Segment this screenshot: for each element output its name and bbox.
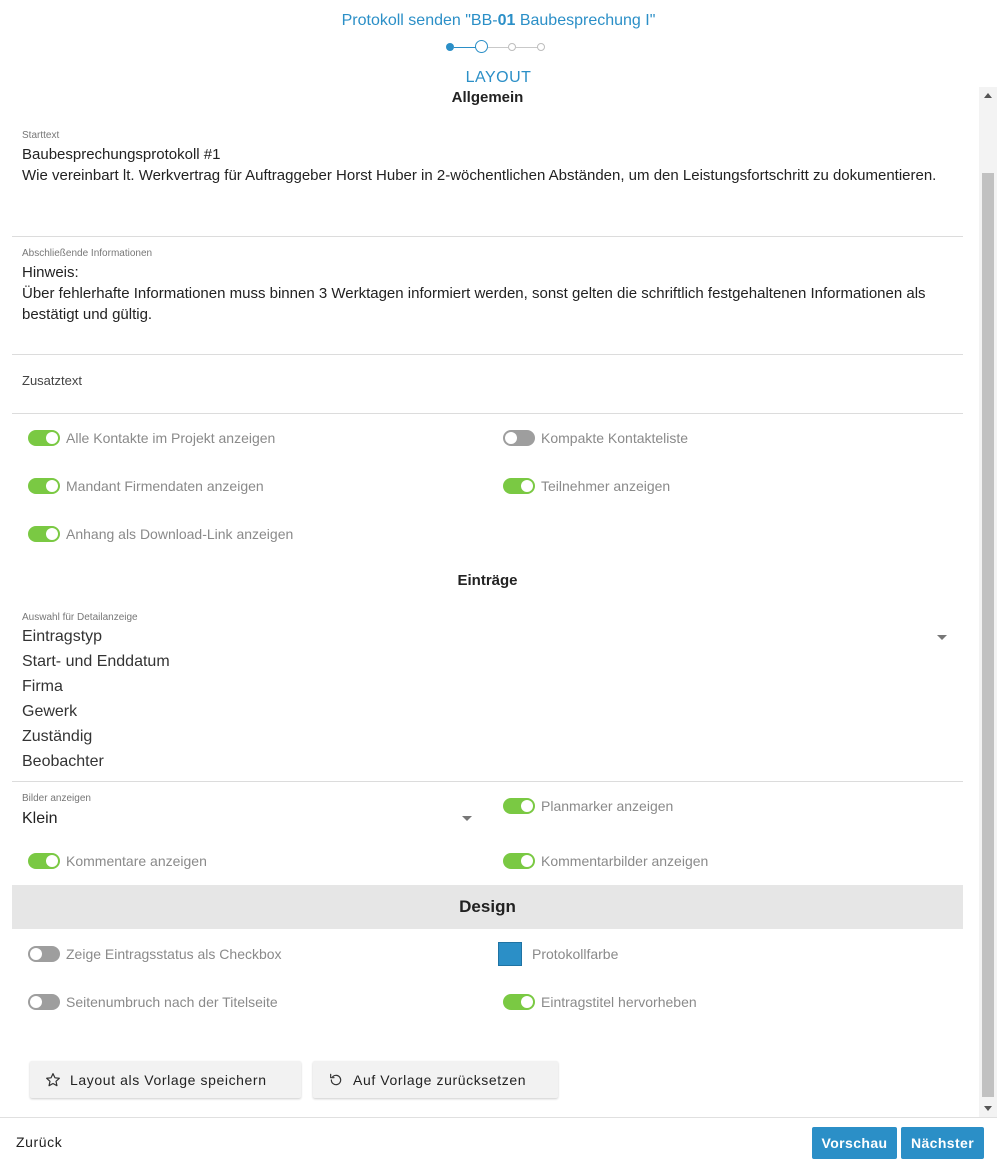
undo-icon bbox=[327, 1071, 345, 1089]
comments-toggle[interactable] bbox=[28, 853, 60, 869]
highlight-title-label: Eintragstitel hervorheben bbox=[541, 994, 697, 1010]
participants-toggle-row[interactable] bbox=[503, 476, 670, 496]
protocol-color-label: Protokollfarbe bbox=[532, 946, 619, 962]
step-2-dot-active[interactable] bbox=[475, 40, 488, 53]
compact-contacts-toggle-row[interactable] bbox=[503, 428, 688, 448]
detail-select[interactable] bbox=[22, 624, 170, 774]
all-contacts-label: Alle Kontakte im Projekt anzeigen bbox=[66, 430, 276, 446]
step-label: LAYOUT bbox=[465, 69, 532, 86]
page-break-toggle[interactable] bbox=[28, 994, 60, 1010]
star-icon bbox=[44, 1071, 62, 1089]
scroll-down-icon[interactable] bbox=[984, 1106, 992, 1111]
participants-label: Teilnehmer anzeigen bbox=[541, 478, 671, 494]
reset-template-button[interactable]: Auf Vorlage zurücksetzen bbox=[313, 1061, 558, 1098]
status-checkbox-toggle-row[interactable] bbox=[28, 944, 282, 964]
detail-item: Gewerk bbox=[22, 703, 78, 720]
layout-form[interactable] bbox=[0, 87, 979, 1117]
comment-images-toggle-row[interactable] bbox=[503, 851, 708, 871]
dialog-footer bbox=[0, 1117, 997, 1165]
divider bbox=[12, 781, 963, 782]
step-4-dot[interactable] bbox=[537, 43, 545, 51]
compact-contacts-toggle[interactable] bbox=[503, 430, 535, 446]
client-company-toggle[interactable] bbox=[28, 478, 60, 494]
comment-images-toggle[interactable] bbox=[503, 853, 535, 869]
protocol-color-row[interactable] bbox=[498, 942, 618, 966]
stepper bbox=[446, 40, 548, 54]
page-break-toggle-row[interactable] bbox=[28, 992, 278, 1012]
highlight-title-toggle-row[interactable] bbox=[503, 992, 697, 1012]
comment-images-label: Kommentarbilder anzeigen bbox=[541, 853, 709, 869]
comments-label: Kommentare anzeigen bbox=[66, 853, 207, 869]
scroll-up-icon[interactable] bbox=[984, 93, 992, 98]
highlight-title-toggle[interactable] bbox=[503, 994, 535, 1010]
detail-item: Eintragstyp bbox=[22, 628, 103, 645]
section-heading-general: Allgemein bbox=[451, 89, 524, 106]
attachment-link-label: Anhang als Download-Link anzeigen bbox=[66, 526, 294, 542]
step-3-dot[interactable] bbox=[508, 43, 516, 51]
status-checkbox-label: Zeige Eintragsstatus als Checkbox bbox=[66, 946, 282, 962]
divider bbox=[12, 236, 963, 237]
preview-button[interactable]: Vorschau bbox=[812, 1127, 897, 1159]
save-template-button[interactable]: Layout als Vorlage speichern bbox=[30, 1061, 301, 1098]
images-select-label: Bilder anzeigen bbox=[22, 793, 91, 804]
page-break-label: Seitenumbruch nach der Titelseite bbox=[66, 994, 278, 1010]
attachment-link-toggle[interactable] bbox=[28, 526, 60, 542]
all-contacts-toggle-row[interactable] bbox=[28, 428, 275, 448]
protocol-color-swatch[interactable] bbox=[498, 942, 522, 966]
scrollbar[interactable] bbox=[979, 87, 997, 1117]
next-button[interactable]: Nächster bbox=[901, 1127, 984, 1159]
status-checkbox-toggle[interactable] bbox=[28, 946, 60, 962]
start-text-field[interactable]: Baubesprechungsprotokoll #1 Wie vereinbart lt. Werkvertrag für Auftraggeber Horst Huber in 2-wöchentlichen Abständen, um den Leistungsfortschritt zu dokumentieren. bbox=[22, 146, 937, 184]
dialog-header bbox=[0, 0, 997, 90]
additional-text-input[interactable]: Zusatztext bbox=[22, 373, 82, 388]
all-contacts-toggle[interactable] bbox=[28, 430, 60, 446]
start-text-label: Starttext bbox=[22, 130, 60, 141]
comments-toggle-row[interactable] bbox=[28, 851, 207, 871]
chevron-down-icon[interactable] bbox=[462, 816, 472, 821]
chevron-down-icon[interactable] bbox=[937, 635, 947, 640]
divider bbox=[12, 354, 963, 355]
attachment-link-toggle-row[interactable] bbox=[28, 524, 293, 544]
plan-markers-toggle-row[interactable] bbox=[503, 796, 673, 816]
dialog-title: Protokoll senden "BB-01 Baubesprechung I" bbox=[341, 12, 656, 29]
detail-item: Beobachter bbox=[22, 753, 104, 770]
detail-item: Zuständig bbox=[22, 728, 93, 745]
plan-markers-label: Planmarker anzeigen bbox=[541, 798, 674, 814]
images-select[interactable]: Klein bbox=[22, 810, 58, 827]
plan-markers-toggle[interactable] bbox=[503, 798, 535, 814]
back-button[interactable]: Zurück bbox=[16, 1134, 63, 1150]
section-heading-design: Design bbox=[12, 885, 963, 929]
scrollbar-thumb[interactable] bbox=[982, 173, 994, 1097]
client-company-label: Mandant Firmendaten anzeigen bbox=[66, 478, 264, 494]
section-heading-entries: Einträge bbox=[457, 572, 518, 589]
detail-item: Start- und Enddatum bbox=[22, 653, 170, 670]
closing-info-label: Abschließende Informationen bbox=[22, 248, 153, 259]
closing-info-field[interactable]: Hinweis: Über fehlerhafte Informationen muss binnen 3 Werktagen informiert werden, sonst gelten die schriftlich festgehaltenen Informationen als bestätigt und gültig. bbox=[22, 264, 926, 323]
detail-select-label: Auswahl für Detailanzeige bbox=[22, 612, 138, 623]
compact-contacts-label: Kompakte Kontakteliste bbox=[541, 430, 689, 446]
divider bbox=[12, 413, 963, 414]
detail-item: Firma bbox=[22, 678, 63, 695]
participants-toggle[interactable] bbox=[503, 478, 535, 494]
client-company-toggle-row[interactable] bbox=[28, 476, 264, 496]
step-1-dot[interactable] bbox=[446, 43, 454, 51]
